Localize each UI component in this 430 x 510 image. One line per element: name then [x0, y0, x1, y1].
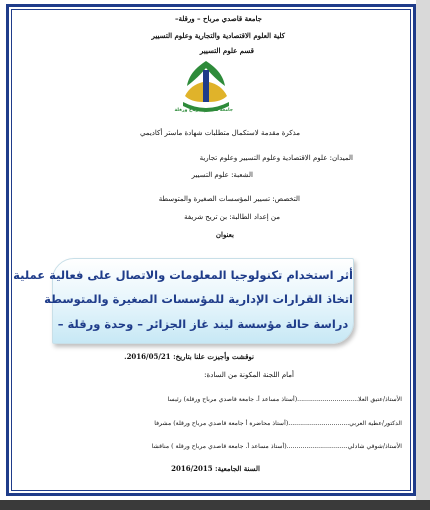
branch-line: الشعبة: علوم التسيير	[191, 171, 253, 179]
thesis-title-line-2: اتخاذ القرارات الإدارية للمؤسسات الصغيرة والمتوسطة	[44, 292, 353, 306]
member-detail: (أستاذ مساعد أ. جامعة قاصدي مرباح ورقلة ) مناقشا	[151, 443, 287, 450]
member-dots: ...............................	[297, 396, 359, 403]
university-logo	[174, 58, 233, 120]
committee-member	[168, 396, 402, 404]
member-dots: ...............................	[288, 420, 350, 427]
thesis-title-box	[13, 258, 354, 344]
department-name: قسم علوم التسيير	[199, 46, 254, 55]
university-name: جامعة قاصدي مرباح – ورقلة–	[174, 14, 262, 23]
thesis-title-line-1: أثر استخدام تكنولوجيا المعلومات والاتصال على فعالية عملية	[13, 268, 353, 282]
faculty-name: كلية العلوم الاقتصادية والتجارية وعلوم التسيير	[151, 31, 285, 40]
committee-member	[154, 420, 402, 428]
prepared-by-line: من إعداد الطالبة: بن تريح شريفة	[184, 213, 280, 221]
member-name: الأستاذ/شوقي شادلي	[347, 443, 402, 450]
member-detail: (أستاذ محاضرة أ جامعة قاصدي مرباح ورقلة) مشرفا	[154, 420, 289, 427]
title-label: بعنوان	[215, 230, 234, 239]
thesis-title-line-3: دراسة حالة مؤسسة ليند غاز الجزائر – وحدة ورقلة –	[57, 317, 349, 331]
specialty-line: التخصص: تسيير المؤسسات الصغيرة والمتوسطة	[158, 195, 300, 203]
bottom-margin	[0, 500, 430, 510]
scroll-margin	[416, 0, 430, 510]
committee-heading: أمام اللجنة المكونة من السادة:	[204, 371, 294, 379]
member-name: الدكتور/عطية العربي	[349, 420, 402, 427]
member-detail: (أستاذ مساعد أ. جامعة قاصدي مرباح ورقلة) رئيسا	[167, 396, 298, 403]
field-line: الميدان: علوم الاقتصادية وعلوم التسيير وعلوم تجارية	[199, 154, 353, 162]
logo-text: جامعة قاصدي مرباح ورقلة	[174, 108, 233, 113]
member-name: الأستاذ/عتيق العلا	[358, 396, 402, 403]
member-dots: ...............................	[286, 443, 348, 450]
memo-subtitle: مذكرة مقدمة لاستكمال متطلبات شهادة ماستر أكاديمي	[139, 129, 300, 137]
academic-year: السنة الجامعية: 2016/2015	[171, 464, 260, 473]
defense-date: نوقشت وأجيزت علنا بتاريخ: 2016/05/21.	[124, 352, 254, 361]
committee-member	[152, 443, 402, 451]
